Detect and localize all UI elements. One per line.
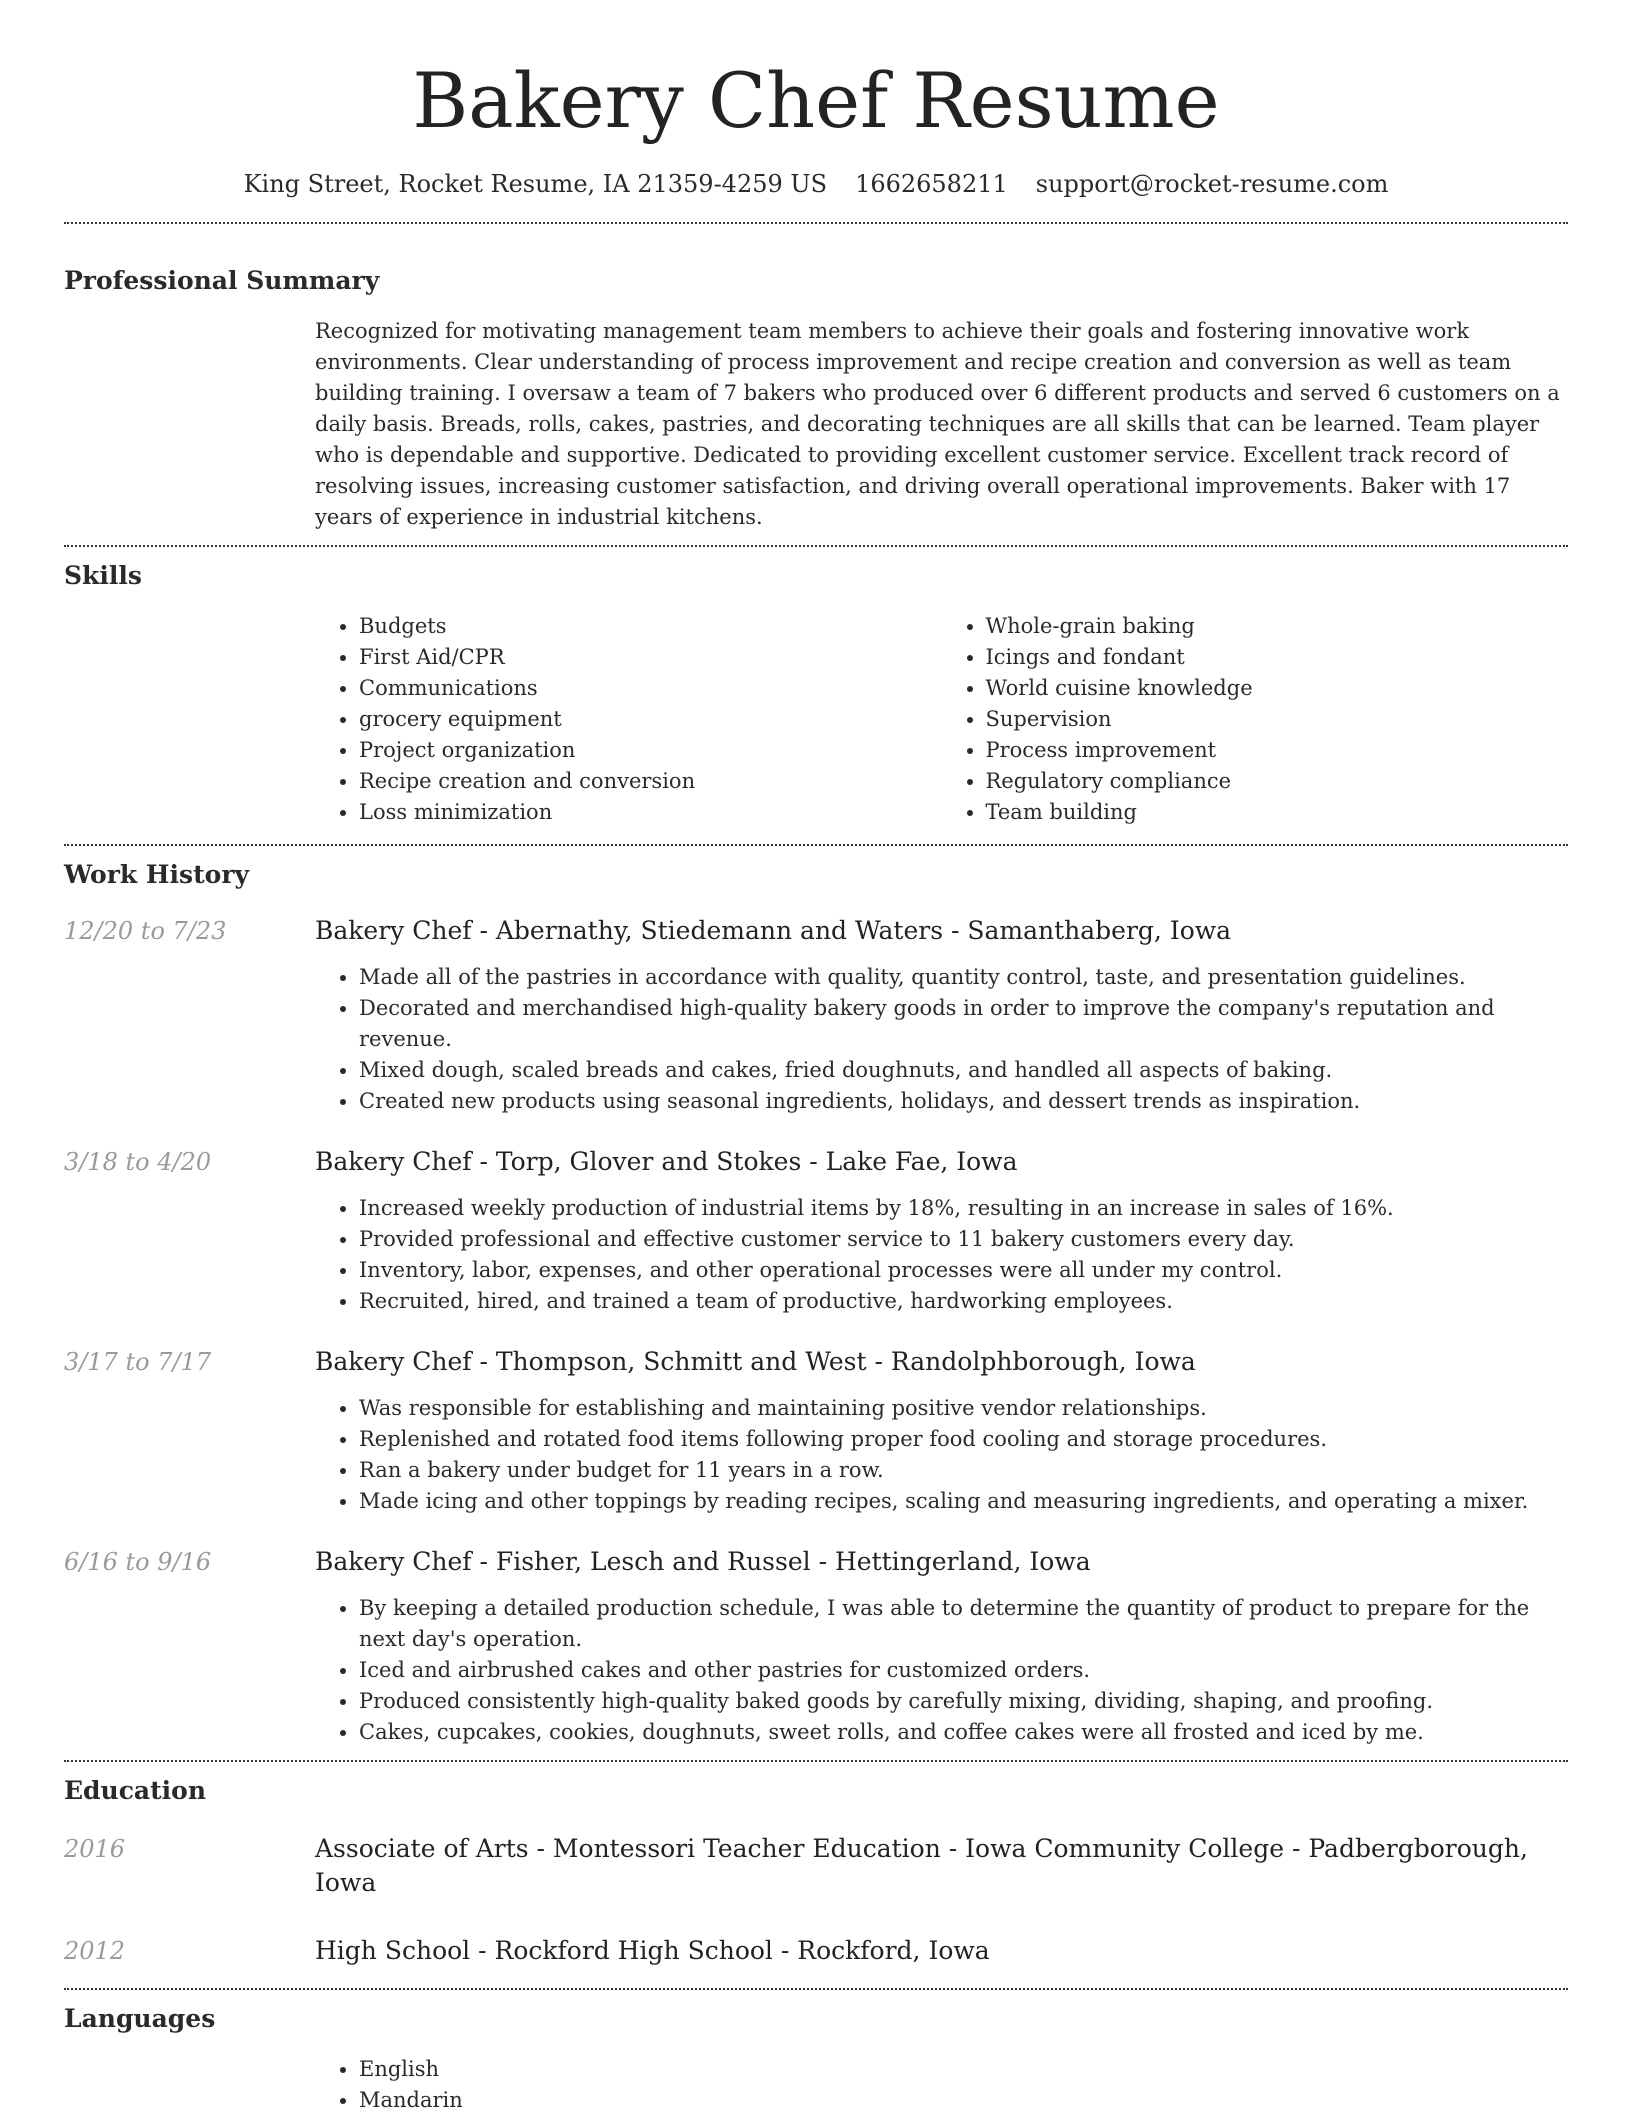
skills-heading: Skills xyxy=(64,561,142,590)
languages-list xyxy=(315,2054,1568,2116)
job-bullet: • Recruited, hired, and trained a team of productive, hardworking employees. xyxy=(359,1286,1568,1317)
skill-item: • Regulatory compliance xyxy=(986,766,1569,797)
job-bullet: • Cakes, cupcakes, cookies, doughnuts, sweet rolls, and coffee cakes were all frosted and iced by me. xyxy=(359,1717,1568,1748)
work-heading: Work History xyxy=(64,860,250,889)
education-text: High School - Rockford High School - Rockford, Iowa xyxy=(315,1936,990,1965)
job-bullet: • Provided professional and effective customer service to 11 bakery customers every day. xyxy=(359,1224,1568,1255)
education-heading: Education xyxy=(64,1776,207,1805)
skills-left-column xyxy=(315,611,942,828)
job-bullet: • Was responsible for establishing and maintaining positive vendor relationships. xyxy=(359,1393,1568,1424)
job-bullets xyxy=(315,1393,1568,1517)
job-bullet: • Inventory, labor, expenses, and other operational processes were all under my control. xyxy=(359,1255,1568,1286)
education-entry xyxy=(64,1934,1568,1968)
resume-page xyxy=(64,0,1568,2116)
job-bullet: • Made all of the pastries in accordance with quality, quantity control, taste, and presentation guidelines. xyxy=(359,962,1568,993)
job-bullet: • Made icing and other toppings by reading recipes, scaling and measuring ingredients, and operating a mixer. xyxy=(359,1486,1568,1517)
job-bullet: • Ran a bakery under budget for 11 years in a row. xyxy=(359,1455,1568,1486)
skills-right-column xyxy=(942,611,1569,828)
skill-item: • Communications xyxy=(359,673,942,704)
job-bullets xyxy=(315,962,1568,1117)
job-title: Bakery Chef - Fisher, Lesch and Russel - Hettingerland, Iowa xyxy=(315,1547,1091,1576)
skill-item: • World cuisine knowledge xyxy=(986,673,1569,704)
job-bullets xyxy=(315,1593,1568,1748)
job-header xyxy=(64,1345,1568,1379)
job-bullet: • By keeping a detailed production schedule, I was able to determine the quantity of product to prepare for the next day's operation. xyxy=(359,1593,1568,1655)
divider xyxy=(64,545,1568,547)
divider xyxy=(64,844,1568,846)
skill-item: • Project organization xyxy=(359,735,942,766)
job-title: Bakery Chef - Abernathy, Stiedemann and Waters - Samanthaberg, Iowa xyxy=(315,916,1232,945)
language-item: • Mandarin xyxy=(359,2085,1568,2116)
skill-item: • Loss minimization xyxy=(359,797,942,828)
job-bullets xyxy=(315,1193,1568,1317)
phone: 1662658211 xyxy=(855,170,1008,198)
divider xyxy=(64,1988,1568,1990)
summary-text: Recognized for motivating management team members to achieve their goals and fostering innovative work environments. Clear understanding of process improvement and recipe creation and conversion as well as team building training. I oversaw a team of 7 bakers who produced over 6 different products and served 6 customers on a daily basis. Breads, rolls, cakes, pastries, and decorating techniques are all skills that can be learned. Team player who is dependable and supportive. Dedicated to providing excellent customer service. Excellent track record of resolving issues, increasing customer satisfaction, and driving overall operational improvements. Baker with 17 years of experience in industrial kitchens. xyxy=(315,319,1560,529)
job-bullet: • Replenished and rotated food items following proper food cooling and storage procedures. xyxy=(359,1424,1568,1455)
page-title: Bakery Chef Resume xyxy=(412,56,1220,145)
skills-list xyxy=(315,611,1568,828)
skill-item: • First Aid/CPR xyxy=(359,642,942,673)
skill-item: • grocery equipment xyxy=(359,704,942,735)
job-entry xyxy=(64,1545,1568,1748)
job-entry xyxy=(64,1345,1568,1517)
email: support@rocket-resume.com xyxy=(1035,170,1389,198)
summary-heading: Professional Summary xyxy=(64,266,380,295)
job-entry xyxy=(64,1145,1568,1317)
job-entry xyxy=(64,914,1568,1117)
divider xyxy=(64,1760,1568,1762)
job-dates: 3/18 to 4/20 xyxy=(64,1148,212,1176)
job-header xyxy=(64,1545,1568,1579)
education-entry xyxy=(64,1832,1568,1900)
education-year: 2016 xyxy=(64,1835,126,1863)
skill-item: • Process improvement xyxy=(986,735,1569,766)
job-bullet: • Iced and airbrushed cakes and other pastries for customized orders. xyxy=(359,1655,1568,1686)
job-bullet: • Increased weekly production of industrial items by 18%, resulting in an increase in sales of 16%. xyxy=(359,1193,1568,1224)
job-bullet: • Created new products using seasonal ingredients, holidays, and dessert trends as inspiration. xyxy=(359,1086,1568,1117)
job-title: Bakery Chef - Thompson, Schmitt and West - Randolphborough, Iowa xyxy=(315,1347,1196,1376)
language-item: • English xyxy=(359,2054,1568,2085)
skill-item: • Whole-grain baking xyxy=(986,611,1569,642)
job-header xyxy=(64,914,1568,948)
job-dates: 12/20 to 7/23 xyxy=(64,917,227,945)
job-title: Bakery Chef - Torp, Glover and Stokes - Lake Fae, Iowa xyxy=(315,1147,1018,1176)
languages-heading: Languages xyxy=(64,2004,216,2033)
skill-item: • Supervision xyxy=(986,704,1569,735)
job-bullet: • Mixed dough, scaled breads and cakes, fried doughnuts, and handled all aspects of baking. xyxy=(359,1055,1568,1086)
job-dates: 3/17 to 7/17 xyxy=(64,1348,212,1376)
divider xyxy=(64,222,1568,224)
job-header xyxy=(64,1145,1568,1179)
education-year: 2012 xyxy=(64,1937,126,1965)
job-bullet: • Decorated and merchandised high-quality bakery goods in order to improve the company's reputation and revenue. xyxy=(359,993,1568,1055)
skill-item: • Recipe creation and conversion xyxy=(359,766,942,797)
skill-item: • Budgets xyxy=(359,611,942,642)
skill-item: • Icings and fondant xyxy=(986,642,1569,673)
contact-line xyxy=(64,166,1568,202)
address: King Street, Rocket Resume, IA 21359-4259 US xyxy=(243,170,828,198)
skill-item: • Team building xyxy=(986,797,1569,828)
education-text: Associate of Arts - Montessori Teacher Education - Iowa Community College - Padbergborough, Iowa xyxy=(315,1834,1528,1897)
job-bullet: • Produced consistently high-quality baked goods by carefully mixing, dividing, shaping, and proofing. xyxy=(359,1686,1568,1717)
job-dates: 6/16 to 9/16 xyxy=(64,1548,212,1576)
